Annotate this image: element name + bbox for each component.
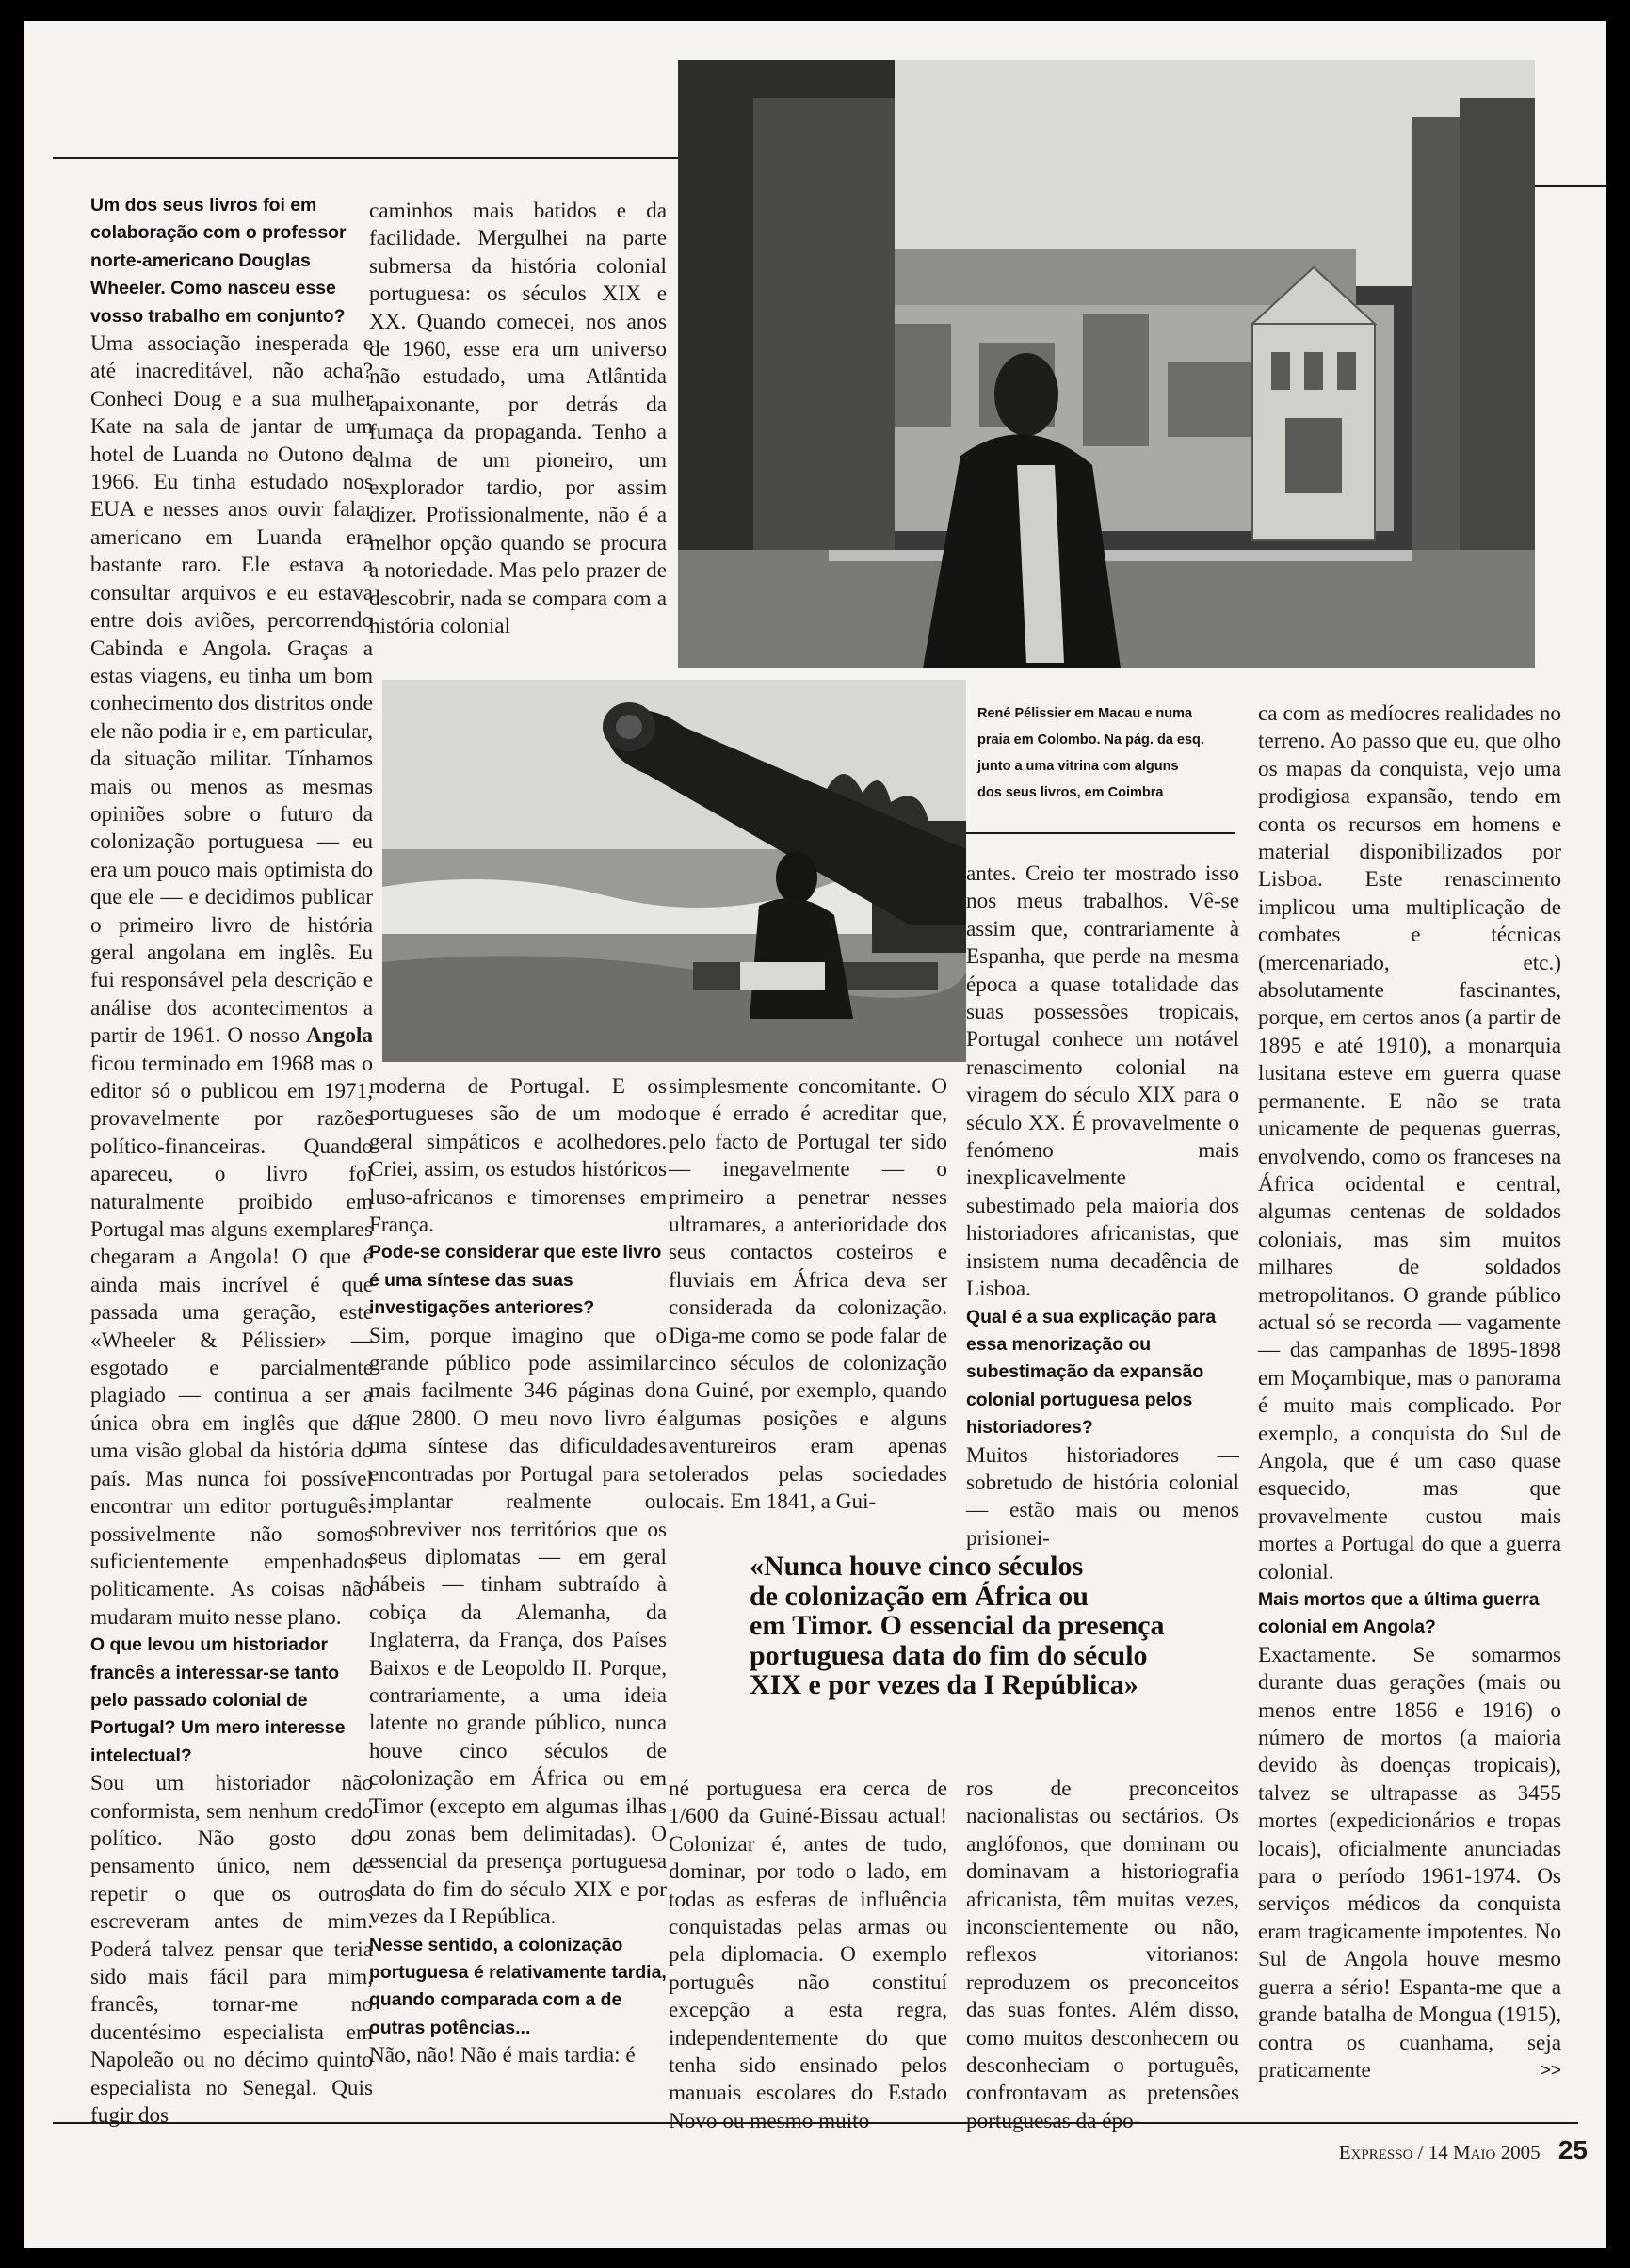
caption-line: René Pélissier em Macau e numa: [977, 706, 1193, 721]
pull-quote-line: em Timor. O essencial da presença: [750, 1610, 1165, 1641]
question-1: Um dos seus livros foi em colaboração com o professor norte-americano Douglas Wheeler. Como nasceu esse vosso trabalho em conjunto?: [90, 195, 347, 327]
caption-line: praia em Colombo. Na pág. da esq.: [977, 732, 1204, 748]
page-footer: [1230, 2135, 1588, 2165]
caption-line: junto a uma vitrina com alguns: [977, 759, 1179, 774]
answer-2: Sou um historiador não conformista, sem nenhum credo político. Não gosto do pensamento único, nem de repetir o que os outros escreveram antes de mim. Poderá talvez pensar que teria sido mais fácil para mim, francês, tornar-me no ducentésimo especialista em Napoleão ou no décimo quinto especialista no Senegal. Quis fugir dos: [90, 1771, 373, 2129]
column-2-bottom: [369, 1073, 667, 2115]
column-3-top-text: simplesmente concomitante. O que é errado é acreditar que, pelo facto de Portugal ter sido — inegavelmente — o primeiro a penetrar nesses ultramares, a anterioridade dos seus contactos costeiros e fluviais em África deva ser considerada da colonização. Diga-me como se pode falar de cinco séculos de colonização na Guiné, por exemplo, quando algumas posições e alguns aventureiros eram apenas tolerados pelas sociedades locais. Em 1841, a Gui-: [669, 1074, 947, 1515]
question-4: Nesse sentido, a colonização portuguesa é relativamente tardia, quando comparada com a de outras potências...: [369, 1934, 667, 2038]
column-4-answer-b: Muitos historiadores — sobretudo de história colonial — estão mais ou menos prisionei-: [966, 1442, 1239, 1551]
photo-caption: [977, 700, 1241, 806]
pull-quote-line: de colonização em África ou: [750, 1580, 1089, 1612]
column-3-bottom-text: né portuguesa era cerca de 1/600 da Guiné-Bissau actual! Colonizar é, antes de tudo, dominar, por todo o lado, em todas as esferas de influência conquistadas pelas armas ou pela diplomacia. O exemplo português não constituí excepção a esta regra, independentemente do que tenha sido ensinado pelos manuais escolares do Estado Novo ou mesmo muito: [669, 1777, 947, 2133]
middle-photo: [382, 680, 966, 1062]
column-5-answer-b-text: Exactamente. Se somarmos durante duas gerações (mais ou menos entre 1856 e 1916) o número de mortos (a maioria devido às doenças tropicais), talvez se ultrapasse as 3455 mortes (expedicionários e tropas locais), oficialmente anunciadas para o período 1961-1974. Os serviços médicos da conquista eram tragicamente impotentes. No Sul de Angola houve mesmo guerra a sério! Espanta-me que a grande batalha de Mongua (1915), contra os cuanhama, seja praticamente: [1258, 1642, 1561, 2083]
question-2: O que levou um historiador francês a interessar-se tanto pelo passado colonial de Portugal? Um mero interesse intelectual?: [90, 1634, 346, 1766]
pull-quote-line: XIX e por vezes da I República»: [750, 1669, 1138, 1700]
column-3-bottom: [669, 1776, 947, 2133]
newspaper-page: [24, 21, 1606, 2248]
caption-rule: [966, 832, 1235, 834]
column-4-bottom-text: ros de preconceitos nacionalistas ou sectários. Os anglófonos, que dominam ou dominavam a historiografia africanista, têm muitas vezes, inconscientemente ou não, reflexos vitorianos: reproduzem os preconceitos das suas fontes. Além disso, como muitos desconhecem ou desconheciam o português, confrontavam as pretensões portuguesas da épo-: [966, 1777, 1239, 2133]
question-3: Pode-se considerar que este livro é uma síntese das suas investigações anteriores?: [369, 1242, 662, 1319]
column-2-top: [369, 198, 667, 670]
caption-line: dos seus livros, em Coimbra: [977, 785, 1164, 800]
book-title-angola: Angola: [306, 1023, 373, 1049]
top-photo: [678, 60, 1535, 668]
column-4-answer-a: antes. Creio ter mostrado isso nos meus trabalhos. Vê-se assim que, contrariamente à Espanha, que perde na mesma época a quase totalidade das suas possessões tropicais, Portugal conhece um notável renascimento colonial na viragem do século XIX para o século XX. É provavelmente o fenómeno mais inexplicavelmente subestimado pela maioria dos historiadores africanistas, que insistem numa decadência de Lisboa.: [966, 861, 1239, 1302]
column-3-top: [669, 1073, 947, 1533]
footer-separator: /: [1417, 2141, 1424, 2163]
column-4-top: [966, 861, 1239, 1551]
column-2-answer-b: Sim, porque imagino que o grande público pode assimilar mais facilmente 346 páginas do que 2800. O meu novo livro é uma síntese das dificuldades encontradas por Portugal para se implantar realmente ou sobreviver nos territórios que os seus diplomatas — em geral hábeis — tinham subtraído à cobiça da Alemanha, da Inglaterra, da França, dos Países Baixos e de Leopoldo II. Porque, contrariamente, a uma ideia latente no grande público, nunca houve cinco séculos de colonização em África ou em Timor (excepto em algumas ilhas ou zonas bem delimitadas). O essencial da presença portuguesa data do fim do século XIX e por vezes da I República.: [369, 1323, 667, 1930]
column-2-answer-a: moderna de Portugal. E os portugueses são de um modo geral simpáticos e acolhedores. Criei, assim, os estudos históricos luso-africanos e timorenses em França.: [369, 1074, 667, 1238]
top-rule-left: [53, 157, 693, 159]
continue-arrow-icon: >>: [1540, 2060, 1561, 2081]
pull-quote-line: «Nunca houve cinco séculos: [750, 1551, 1084, 1582]
column-5: [1258, 700, 1561, 2118]
page-number: 25: [1557, 2135, 1588, 2164]
column-1: [90, 192, 373, 2129]
answer-1-text: Uma associação inesperada e até inacreditável, não acha? Conheci Doug e a sua mulher Kate na sala de jantar de um hotel de Luanda no Outono de 1966. Eu tinha estudado nos EUA e nesses anos ouvir falar americano em Luanda era bastante raro. Ele estava a consultar arquivos e eu estava entre dois aviões, percorrendo Cabinda e Angola. Graças a estas viagens, eu tinha um bom conhecimento dos distritos onde ele não podia ir e, em particular, da situação militar. Tínhamos mais ou menos as mesmas opiniões sobre o futuro da colonização portuguesa — eu era um pouco mais optimista do que ele — e decidimos publicar o primeiro livro de história geral angolana em inglês. Eu fui responsável pela descrição e análise dos acontecimentos a partir de 1961. O nosso: [90, 331, 373, 1049]
pull-quote-line: portuguesa data do fim do século: [750, 1639, 1148, 1671]
column-5-answer-a: ca com as medíocres realidades no terreno. Ao passo que eu, que olho os mapas da conquista, vejo uma prodigiosa expansão, tendo em conta os recursos em homens e material disponibilizados por Lisboa. Este renascimento implicou uma multiplicação de combates e técnicas (mercenariado, etc.) absolutamente fascinantes, porque, em certos anos (a partir de 1895 e até 1910), a monarquia lusitana esteve em guerra quase permanente. E não se trata unicamente de pequenas guerras, envolvendo, como os franceses na África ocidental e central, algumas centenas de soldados coloniais, mas sim muitos milhares de soldados metropolitanos. O grande público actual só se recorda — vagamente — das campanhas de 1895-1898 em Moçambique, mas o panorama é muito mais complicado. Por exemplo, a conquista do Sul de Angola, que é um caso quase esquecido, mas que provavelmente custou mais mortes a Portugal do que a guerra colonial.: [1258, 701, 1561, 1584]
column-5-answer-b: [1258, 1642, 1561, 2085]
column-2-top-text: caminhos mais batidos e da facilidade. Mergulhei na parte submersa da história colonial portuguesa: os séculos XIX e XX. Quando comecei, nos anos de 1960, esse era um universo não estudado, uma Atlântida apaixonante, por detrás da fumaça da propaganda. Tenho a alma de um pioneiro, um explorador tardio, por assim dizer. Profissionalmente, não é a melhor opção quando se procura a notoriedade. Mas pelo prazer de descobrir, nada se compara com a história colonial: [369, 199, 667, 639]
answer-1: [90, 330, 373, 1632]
photo-colombo-icon: [382, 680, 966, 1062]
question-5: Qual é a sua explicação para essa menorização ou subestimação da expansão colonial portuguesa pelos historiadores?: [966, 1306, 1217, 1439]
publication-name: Expresso: [1338, 2141, 1413, 2163]
photo-macau-icon: [678, 60, 1535, 668]
pull-quote: [750, 1552, 1258, 1700]
column-4-bottom: [966, 1776, 1239, 2133]
answer-1-text-b: ficou terminado em 1968 mas o editor só o publicou em 1971, provavelmente por razões político-financeiras. Quando apareceu, o livro foi naturalmente proibido em Portugal mas alguns exemplares chegaram a Angola! O que é ainda mais incrível é que passada uma geração, este «Wheeler & Pélissier» — esgotado e parcialmente plagiado — continua a ser a única obra em inglês que dá uma visão global da história do país. Mas nunca foi possível encontrar um editor português: possivelmente não somos suficientemente empenhados politicamente. As coisas não mudaram muito nesse plano.: [90, 1051, 373, 1630]
question-6: Mais mortos que a última guerra colonial em Angola?: [1258, 1589, 1540, 1638]
publication-date: 14 Maio 2005: [1428, 2141, 1541, 2163]
top-rule-right: [1535, 185, 1606, 187]
column-2-answer-c: Não, não! Não é mais tardia: é: [369, 2043, 636, 2068]
